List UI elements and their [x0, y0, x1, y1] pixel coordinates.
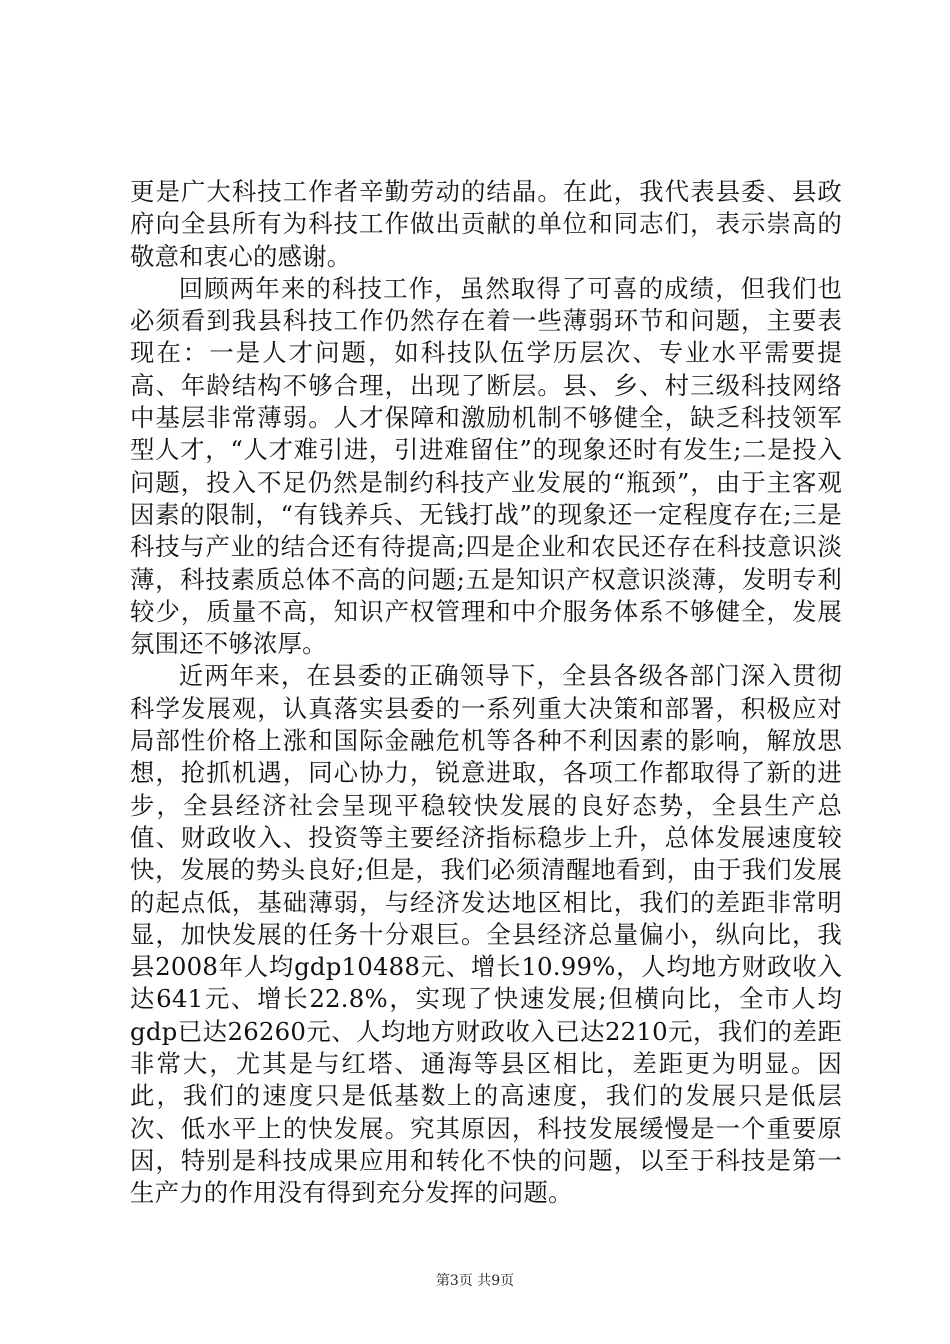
paragraph-1: 更是广大科技工作者辛勤劳动的结晶。在此，我代表县委、县政府向全县所有为科技工作做出贡献的单位和同志们，表示崇高的敬意和衷心的感谢。 — [130, 177, 842, 271]
page-footer — [0, 1270, 950, 1290]
paragraph-3: 近两年来，在县委的正确领导下，全县各级各部门深入贯彻科学发展观，认真落实县委的一系列重大决策和部署，积极应对局部性价格上涨和国际金融危机等各种不利因素的影响，解放思想，抢抓机遇，同心协力，锐意进取，各项工作都取得了新的进步，全县经济社会呈现平稳较快发展的良好态势，全县生产总值、财政收入、投资等主要经济指标稳步上升，总体发展速度较快，发展的势头良好;但是，我们必须清醒地看到，由于我们发展的起点低，基础薄弱，与经济发达地区相比，我们的差距非常明显，加快发展的任务十分艰巨。全县经济总量偏小，纵向比，我县2008年人均gdp10488元、增长10.99%，人均地方财政收入达641元、增长22.8%，实现了快速发展;但横向比，全市人均gdp已达26260元、人均地方财政收入已达2210元，我们的差距非常大，尤其是与红塔、通海等县区相比，差距更为明显。因此，我们的速度只是低基数上的高速度，我们的发展只是低层次、低水平上的快发展。究其原因，科技发展缓慢是一个重要原因，特别是科技成果应用和转化不快的问题，以至于科技是第一生产力的作用没有得到充分发挥的问题。 — [130, 661, 842, 1208]
page-number-label: 第3页 共9页 — [435, 1273, 515, 1289]
document-body — [130, 176, 842, 1210]
paragraph-2: 回顾两年来的科技工作，虽然取得了可喜的成绩，但我们也必须看到我县科技工作仍然存在着一些薄弱环节和问题，主要表现在：一是人才问题，如科技队伍学历层次、专业水平需要提高、年龄结构不够合理，出现了断层。县、乡、村三级科技网络中基层非常薄弱。人才保障和激励机制不够健全，缺乏科技领军型人才，“人才难引进，引进难留住”的现象还时有发生;二是投入问题，投入不足仍然是制约科技产业发展的“瓶颈”，由于主客观因素的限制，“有钱养兵、无钱打战”的现象还一定程度存在;三是科技与产业的结合还有待提高;四是企业和农民还存在科技意识淡薄，科技素质总体不高的问题;五是知识产权意识淡薄，发明专利较少，质量不高，知识产权管理和中介服务体系不够健全，发展氛围还不够浓厚。 — [130, 273, 842, 659]
